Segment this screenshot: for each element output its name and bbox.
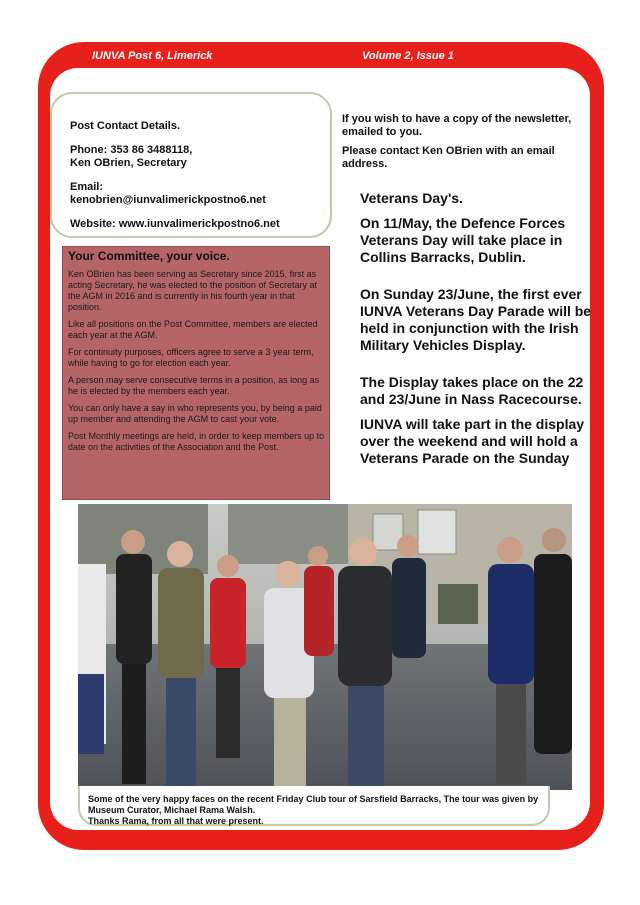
veterans-title: Veterans Day's. — [360, 190, 463, 206]
committee-paragraph: Post Monthly meetings are held, in order to keep members up to date on the activities of the Association and the Post. — [68, 431, 325, 452]
contact-heading: Post Contact Details. — [70, 120, 181, 132]
committee-paragraph: A person may serve consecutive terms in a position, as long as he is elected by the members each year. — [68, 375, 320, 396]
committee-paragraph: You can only have a say in who represents you, by being a paid up member and attending the AGM to cast your vote. — [68, 403, 322, 424]
committee-paragraph: Ken OBrien has been serving as Secretary since 2015, first as acting Secretary, he was elected to the position of Secretary at the AGM in 2016 and is currently in his fourth year in that position. — [68, 269, 317, 312]
caption-line-1: Some of the very happy faces on the recent Friday Club tour of Sarsfield Barracks, The tour was given by Museum Curator, Michael Rama Walsh. — [88, 794, 539, 815]
contact-box — [50, 92, 332, 238]
header-volume: Volume 2, Issue 1 — [362, 50, 454, 62]
contact-email-label: Email: — [70, 181, 104, 193]
caption-line-2: Thanks Rama, from all that were present. — [88, 816, 264, 826]
photo-caption — [78, 786, 550, 826]
committee-paragraph: Like all positions on the Post Committee, members are elected each year at the AGM. — [68, 319, 318, 340]
contact-email-block — [70, 181, 314, 207]
committee-paragraph: For continuity purposes, officers agree to serve a 3 year term, while having to go for election each year. — [68, 347, 314, 368]
veterans-paragraph-3: The Display takes place on the 22 and 23/June in Nass Racecourse. — [360, 374, 584, 407]
newsletter-line-1: If you wish to have a copy of the newsletter, emailed to you. — [342, 113, 572, 138]
contact-website[interactable]: Website: www.iunvalimerickpostno6.net — [70, 218, 280, 230]
contact-phone: Phone: 353 86 3488118, — [70, 144, 193, 156]
veterans-paragraph-4: IUNVA will take part in the display over the weekend and will hold a Veterans Parade on the Sunday — [360, 416, 585, 466]
contact-name: Ken OBrien, Secretary — [70, 157, 187, 169]
veterans-section — [360, 190, 600, 467]
newsletter-request — [342, 113, 582, 177]
veterans-paragraph-2: On Sunday 23/June, the first ever IUNVA Veterans Day Parade will be held in conjunction with the Irish Military Vehicles Display. — [360, 286, 592, 353]
committee-box — [62, 246, 330, 500]
contact-email[interactable]: kenobrien@iunvalimerickpostno6.net — [70, 194, 266, 206]
veterans-paragraph-1: On 11/May, the Defence Forces Veterans Day will take place in Collins Barracks, Dublin. — [360, 215, 566, 265]
newsletter-line-2: Please contact Ken OBrien with an email address. — [342, 145, 555, 170]
group-photo — [78, 504, 572, 790]
contact-phone-block — [70, 144, 314, 170]
committee-title: Your Committee, your voice. — [68, 249, 230, 263]
header-post-name: IUNVA Post 6, Limerick — [92, 50, 213, 62]
